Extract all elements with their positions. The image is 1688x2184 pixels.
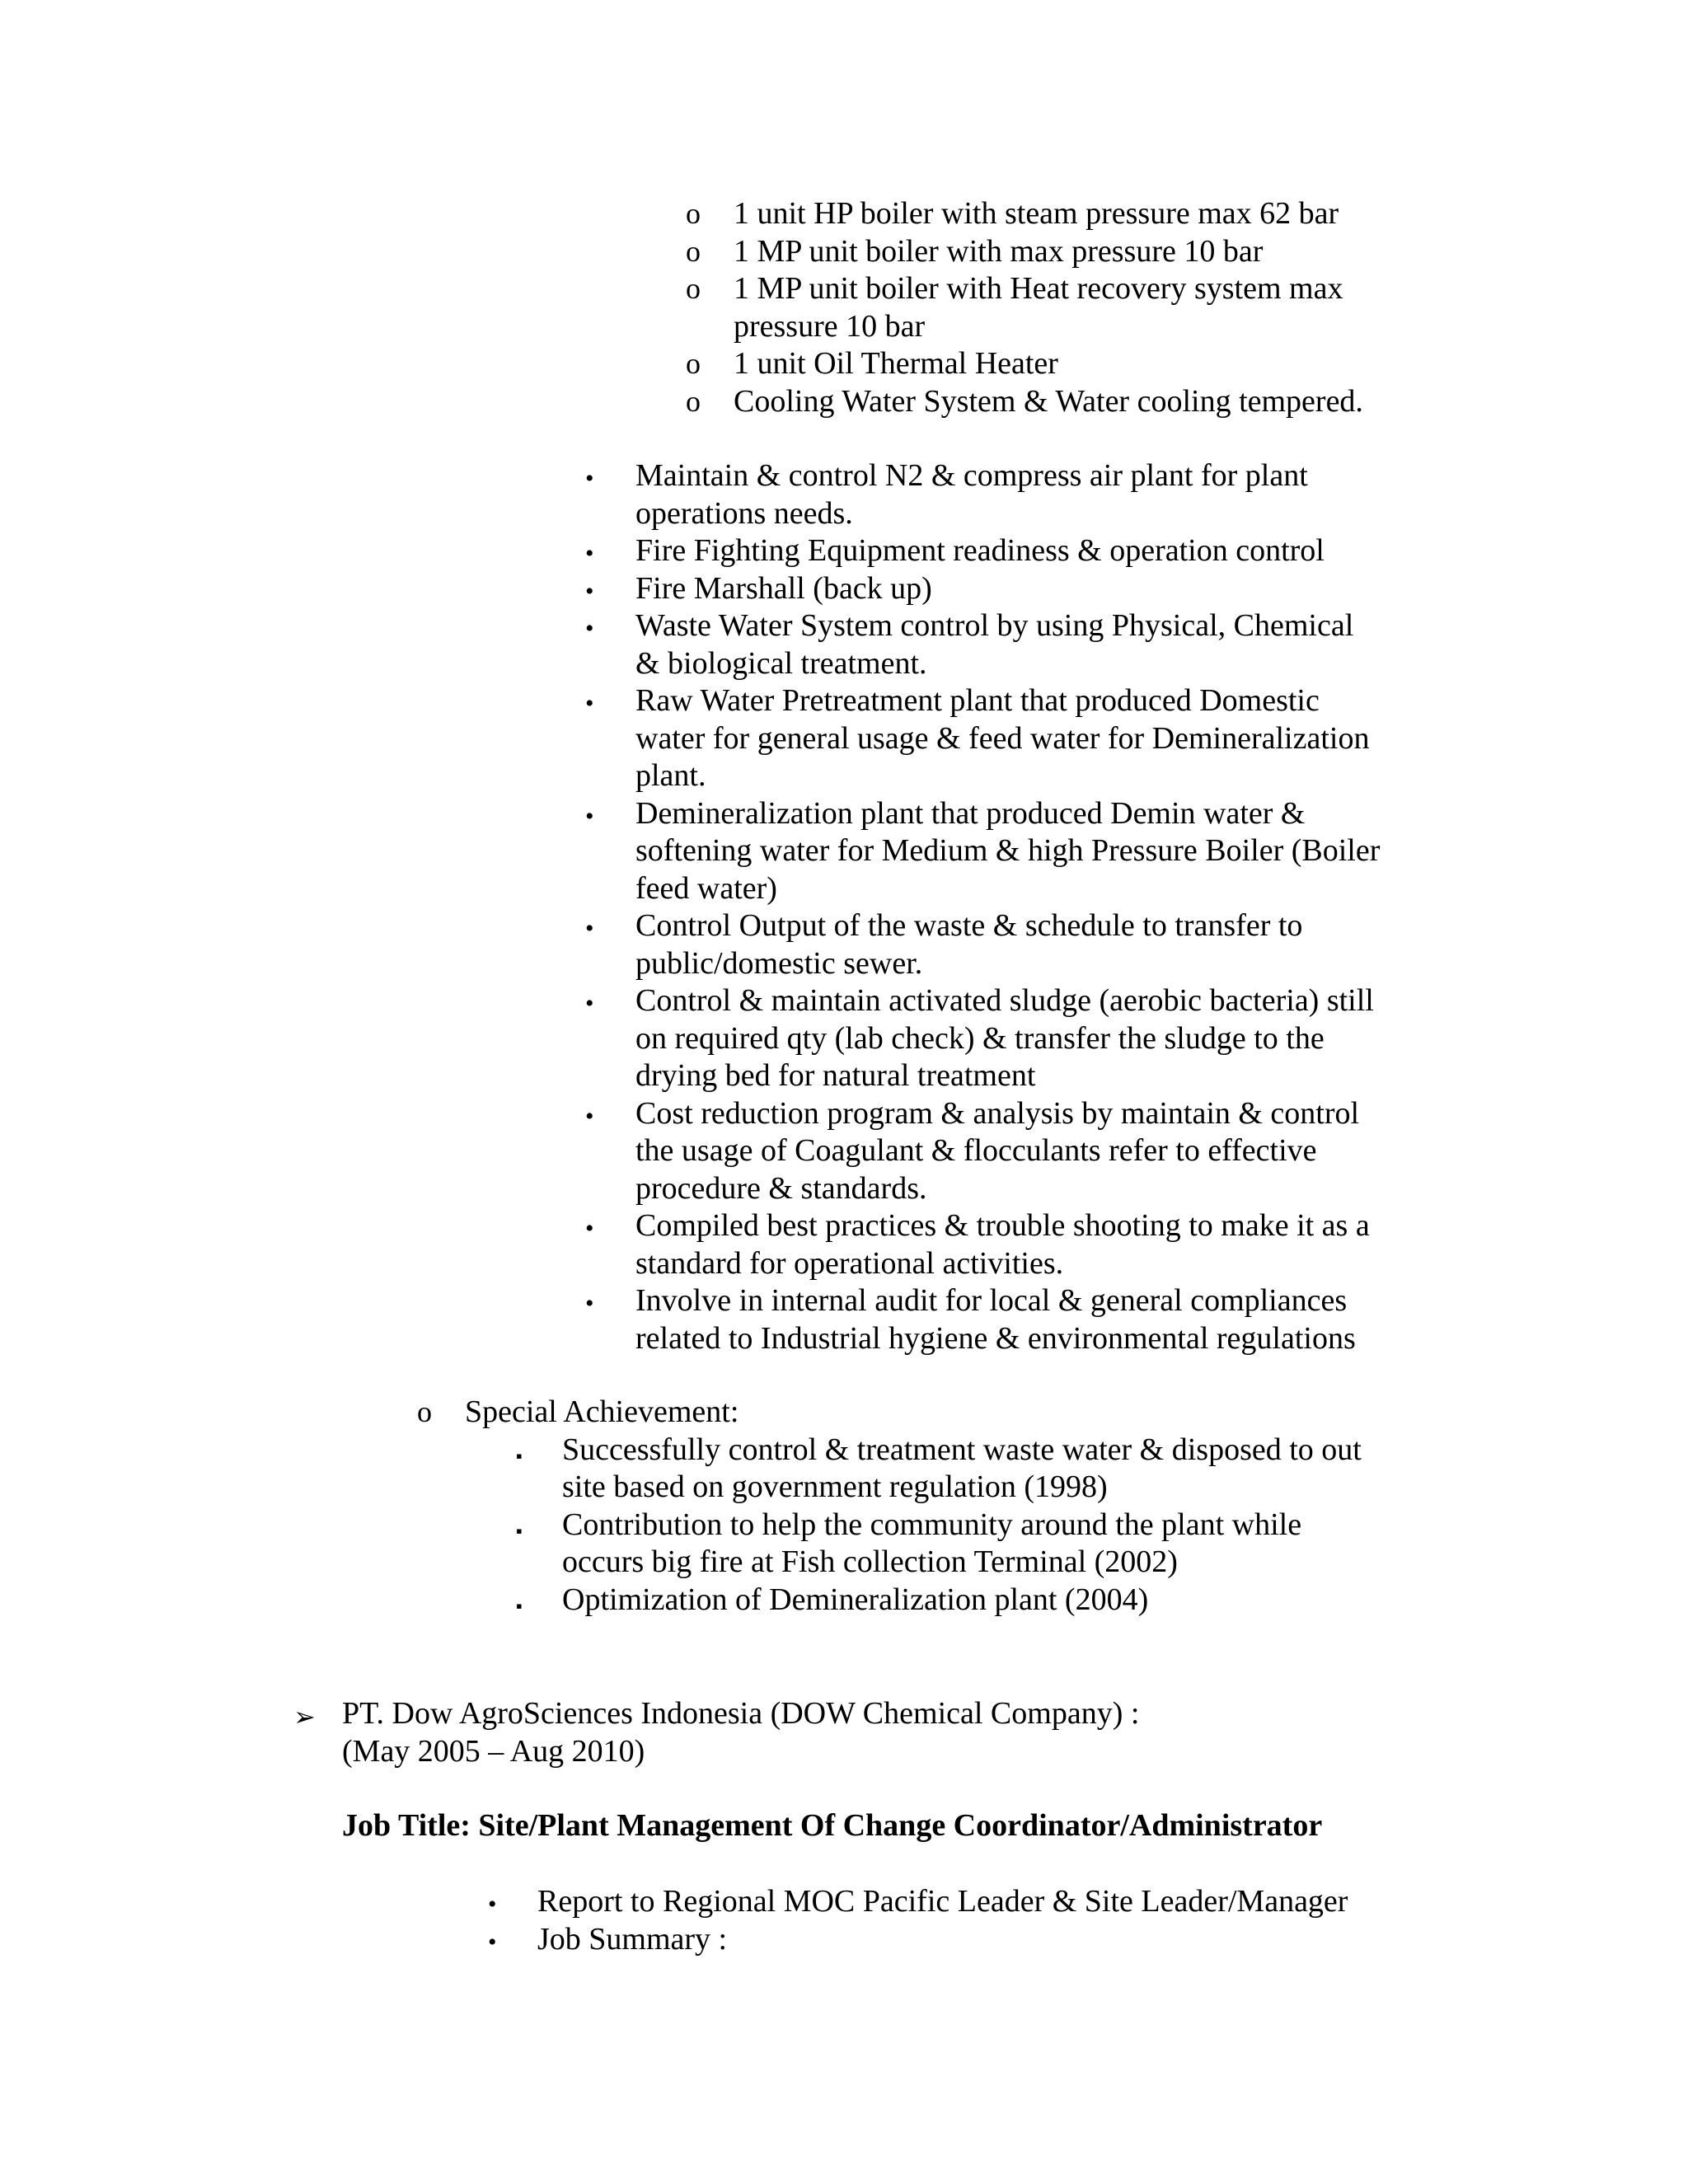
duty-item-line: & biological treatment. [635,645,927,681]
duty-item-line: Demineralization plant that produced Demin water & [635,795,1306,831]
dot-bullet-icon: • [585,915,594,942]
dot-bullet-icon: • [585,577,594,605]
duty-item-line: Compiled best practices & trouble shooting to make it as a [635,1208,1370,1243]
duty-item-line: plant. [635,758,706,793]
achievement-item-line: site based on government regulation (1998) [562,1469,1108,1504]
equipment-item-line: 1 unit Oil Thermal Heater [734,346,1058,381]
arrow-bullet-icon: ➢ [293,1701,316,1732]
achievement-item-line: Contribution to help the community around the plant while [562,1507,1302,1542]
circle-bullet-icon: o [686,234,701,268]
special-achievement-heading: Special Achievement: [465,1394,739,1429]
duty-item-line: standard for operational activities. [635,1245,1064,1281]
dot-bullet-icon: • [585,1102,594,1130]
duty-item-line: procedure & standards. [635,1170,927,1206]
company-period: (May 2005 – Aug 2010) [342,1733,645,1769]
duty-item-line: Control Output of the waste & schedule to transfer to [635,908,1303,943]
achievement-item-line: Successfully control & treatment waste water & disposed to out [562,1432,1362,1467]
duty-item-line: Involve in internal audit for local & general compliances [635,1283,1348,1318]
achievement-item-line: Optimization of Demineralization plant (2004) [562,1582,1149,1617]
dot-bullet-icon: • [488,1928,497,1956]
duty-item-line: Fire Fighting Equipment readiness & operation control [635,533,1325,568]
company-name: PT. Dow AgroSciences Indonesia (DOW Chemical Company) : [342,1696,1140,1731]
duty-item-line: public/domestic sewer. [635,945,923,981]
duty-item-line: drying bed for natural treatment [635,1058,1036,1093]
dot-bullet-icon: • [488,1891,497,1918]
dot-bullet-icon: • [585,615,594,642]
duty-item-line: Fire Marshall (back up) [635,570,932,606]
duty-item-line: Cost reduction program & analysis by maintain & control [635,1095,1360,1131]
duty-item-line: Control & maintain activated sludge (aerobic bacteria) still [635,983,1374,1018]
duty-item-line: softening water for Medium & high Pressure Boiler (Boiler [635,833,1381,868]
duty-item-line: on required qty (lab check) & transfer the sludge to the [635,1020,1325,1056]
equipment-item-line: Cooling Water System & Water cooling tempered. [734,383,1363,419]
duty-item-line: water for general usage & feed water for Demineralization [635,720,1370,756]
circle-bullet-icon: o [686,347,701,380]
dot-bullet-icon: • [585,1215,594,1242]
company-list-item: Job Summary : [537,1921,728,1957]
equipment-item-line: 1 MP unit boiler with Heat recovery system max [734,271,1343,306]
circle-bullet-icon: o [686,384,701,418]
equipment-item-line: pressure 10 bar [734,308,926,344]
equipment-item-line: 1 MP unit boiler with max pressure 10 bar [734,233,1264,269]
dot-bullet-icon: • [585,540,594,567]
duty-item-line: feed water) [635,870,777,906]
duty-item-line: Waste Water System control by using Physical, Chemical [635,608,1354,643]
square-bullet-icon: ▪ [516,1445,523,1466]
duty-item-line: related to Industrial hygiene & environmental regulations [635,1320,1356,1356]
job-title: Job Title: Site/Plant Management Of Change Coordinator/Administrator [342,1808,1323,1843]
dot-bullet-icon: • [585,465,594,492]
duty-item-line: Maintain & control N2 & compress air plant for plant [635,458,1308,493]
circle-bullet-icon: o [686,197,701,230]
circle-bullet-icon: o [686,272,701,305]
circle-bullet-icon: o [417,1395,432,1428]
duty-item-line: Raw Water Pretreatment plant that produced Domestic [635,683,1320,718]
dot-bullet-icon: • [585,1290,594,1317]
duty-item-line: operations needs. [635,495,853,531]
square-bullet-icon: ▪ [516,1520,523,1541]
dot-bullet-icon: • [585,990,594,1017]
dot-bullet-icon: • [585,802,594,830]
achievement-item-line: occurs big fire at Fish collection Terminal (2002) [562,1544,1178,1579]
equipment-item-line: 1 unit HP boiler with steam pressure max 62 bar [734,196,1339,231]
dot-bullet-icon: • [585,690,594,717]
company-list-item: Report to Regional MOC Pacific Leader & Site Leader/Manager [537,1884,1348,1919]
duty-item-line: the usage of Coagulant & flocculants refer to effective [635,1133,1317,1168]
square-bullet-icon: ▪ [516,1595,523,1616]
